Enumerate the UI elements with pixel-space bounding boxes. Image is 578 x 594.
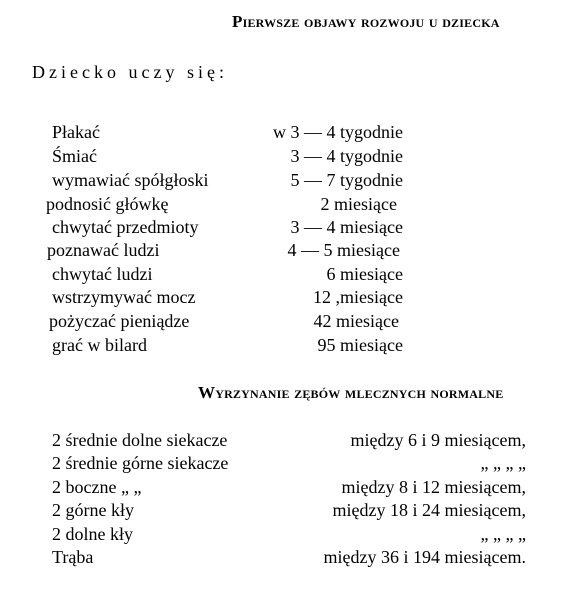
row-value: między 6 i 9 miesiącem, [350, 430, 526, 450]
table-row [0, 547, 578, 571]
row-label: poznawać ludzi [47, 240, 160, 260]
row-label: chwytać przedmioty [52, 217, 199, 237]
row-label: 2 boczne „ „ [52, 477, 142, 497]
row-value: 6 miesiące [326, 264, 403, 284]
row-value: 3 — 4 tygodnie [290, 146, 403, 166]
row-label: 2 dolne kły [52, 524, 133, 544]
table-row [0, 240, 578, 264]
table-row [0, 311, 578, 335]
row-value: 42 miesiące [313, 311, 399, 331]
table-row [0, 217, 578, 241]
table-row [0, 524, 578, 548]
row-label: podnosić główkę [46, 194, 169, 214]
table-row [0, 146, 578, 170]
row-value: 2 miesiące [320, 194, 397, 214]
row-label: 2 średnie górne siekacze [52, 453, 229, 473]
row-label: Śmiać [52, 146, 97, 166]
section2-title: Wyrzynanie zębów mlecznych normalne [198, 383, 504, 402]
row-label: 2 górne kły [52, 500, 134, 520]
row-value: „ „ „ „ [480, 453, 526, 473]
section1-title: Pierwsze objawy rozwoju u dziecka [232, 12, 500, 31]
row-value: 4 — 5 miesiące [287, 240, 400, 260]
table-row [0, 477, 578, 501]
row-value: między 36 i 194 miesiącem. [323, 547, 526, 567]
row-label: 2 średnie dolne siekacze [52, 430, 228, 450]
row-value: 12 ,miesiące [313, 287, 403, 307]
row-label: Trąba [52, 547, 94, 567]
row-value: „ „ „ „ [480, 524, 526, 544]
row-label: wstrzymywać mocz [52, 287, 196, 307]
table-row [0, 264, 578, 288]
table-row [0, 453, 578, 477]
row-label: Płakać [52, 122, 100, 142]
row-value: między 18 i 24 miesiącem, [332, 500, 526, 520]
row-label: wymawiać spółgłoski [52, 170, 209, 190]
table-row [0, 430, 578, 454]
intro-text: Dziecko uczy się: [32, 62, 228, 82]
row-value: 95 miesiące [317, 335, 403, 355]
table-row [0, 500, 578, 524]
row-label: chwytać ludzi [52, 264, 153, 284]
table-row [0, 170, 578, 194]
table-row [0, 335, 578, 359]
table-row [0, 287, 578, 311]
table-row [0, 194, 578, 218]
row-label: pożyczać pieniądze [49, 311, 190, 331]
row-value: w 3 — 4 tygodnie [273, 122, 403, 142]
row-value: między 8 i 12 miesiącem, [341, 477, 526, 497]
table-row [0, 122, 578, 146]
row-value: 5 — 7 tygodnie [290, 170, 403, 190]
row-value: 3 — 4 miesiące [290, 217, 403, 237]
row-label: grać w bilard [52, 335, 147, 355]
